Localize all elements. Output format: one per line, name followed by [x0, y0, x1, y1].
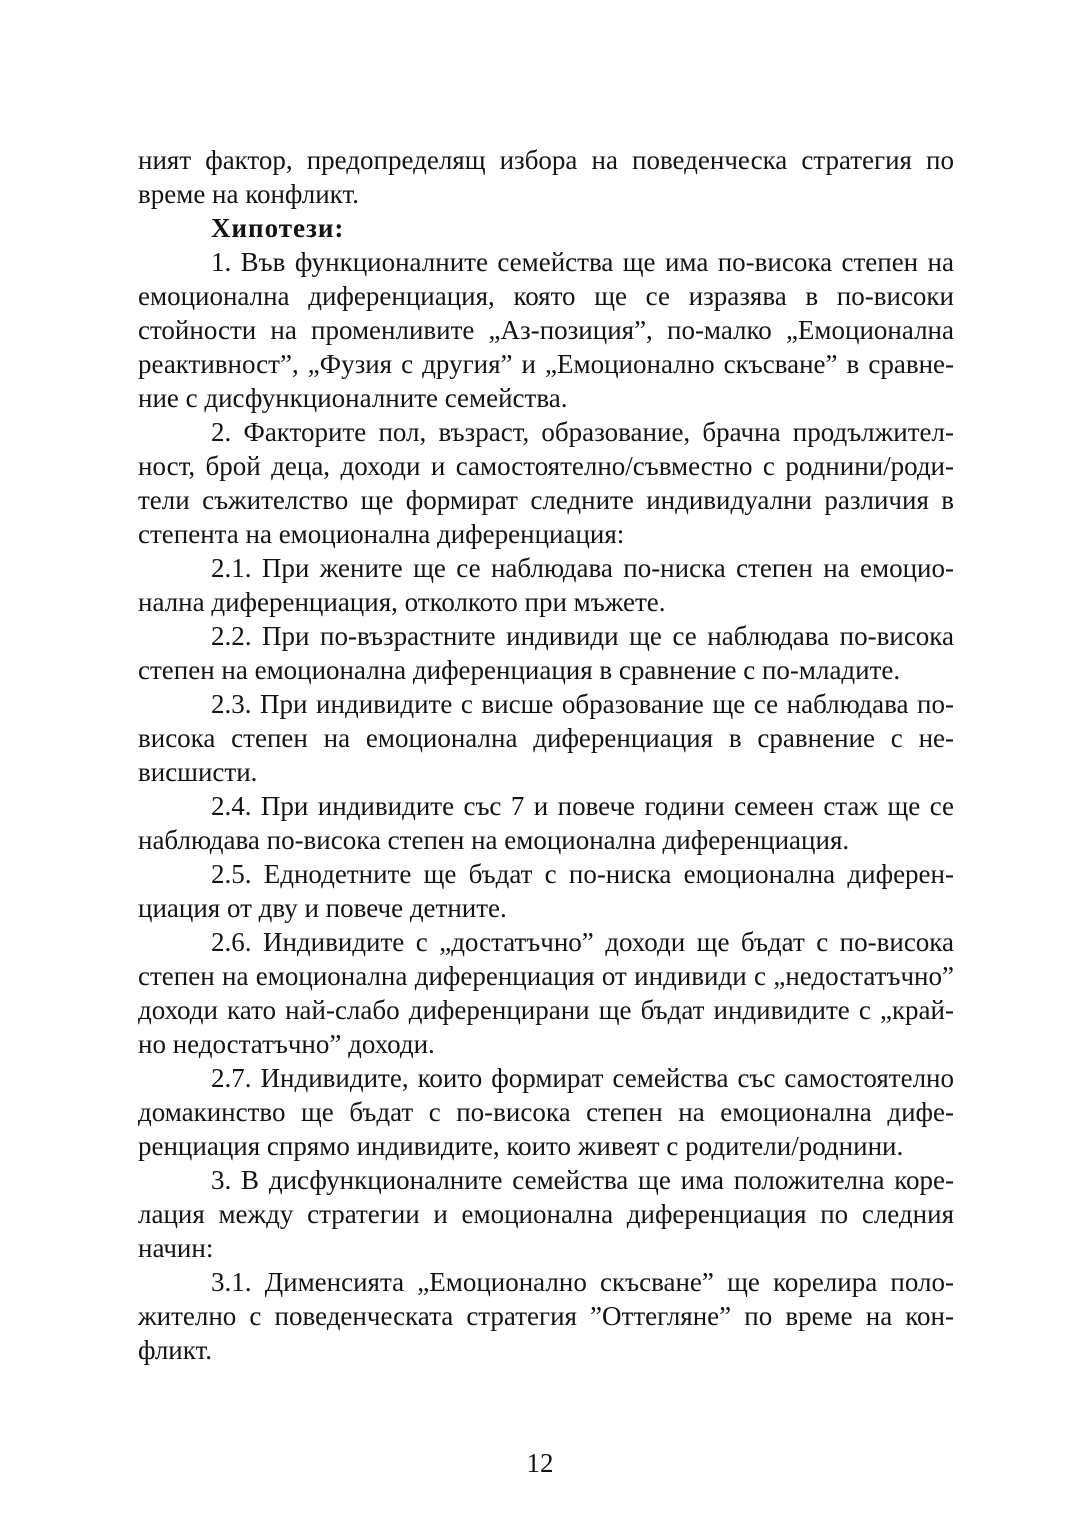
- hypotheses-heading: Хипотези:: [211, 213, 345, 243]
- hypothesis-2-6: 2.6. Индивидите с „достатъчно” доходи ще бъдат с по-висока степен на емоционална диференциация от индивиди с „недостатъчно” доходи като най-слабо диференцирани ще бъдат индивидите с „крайно недостатъчно” доходи.: [138, 927, 954, 1059]
- continuation-paragraph: ният фактор, предопределящ избора на поведенческа стратегия по време на конфликт.: [138, 145, 954, 209]
- hypothesis-2-7: 2.7. Индивидите, които формират семейства със самостоятелно домакинство ще бъдат с по-висока степен на емоционална диференциация спрямо индивидите, които живеят с родители/роднини.: [138, 1063, 954, 1161]
- hypothesis-3: 3. В дисфункционалните семейства ще има положителна корелация между стратегии и емоционална диференциация по следния начин:: [138, 1165, 954, 1263]
- hypothesis-1: 1. Във функционалните семейства ще има по-висока степен на емоционална диференциация, която ще се изразява в по-високи стойности на променливите „Аз-позиция”, по-малко „Емоционална реактивност”, „Фузия с другия” и „Емоционално скъсване” в сравнение с дисфункционалните семейства.: [138, 247, 954, 413]
- hypothesis-2-5: 2.5. Еднодетните ще бъдат с по-ниска емоционална диференциация от дву и повече детните.: [138, 859, 954, 923]
- hypothesis-2: 2. Факторите пол, възраст, образование, брачна продължителност, брой деца, доходи и самостоятелно/съвместно с роднини/родители съжителство ще формират следните индивидуални различия в степента на емоционална диференциация:: [138, 417, 954, 549]
- page-number: 12: [526, 1448, 554, 1478]
- hypothesis-2-3: 2.3. При индивидите с висше образование ще се наблюдава по-висока степен на емоционална диференциация в сравнение с невисшисти.: [138, 689, 954, 787]
- document-body: [138, 143, 954, 1367]
- hypothesis-2-1: 2.1. При жените ще се наблюдава по-ниска степен на емоционална диференциация, отколкото при мъжете.: [138, 553, 954, 617]
- hypothesis-2-4: 2.4. При индивидите със 7 и повече години семеен стаж ще се наблюдава по-висока степен на емоционална диференциация.: [138, 791, 954, 855]
- hypothesis-3-1: 3.1. Дименсията „Емоционално скъсване” ще корелира положително с поведенческата стратегия ”Оттегляне” по време на конфликт.: [138, 1267, 954, 1365]
- hypothesis-2-2: 2.2. При по-възрастните индивиди ще се наблюдава по-висока степен на емоционална диференциация в сравнение с по-младите.: [138, 621, 954, 685]
